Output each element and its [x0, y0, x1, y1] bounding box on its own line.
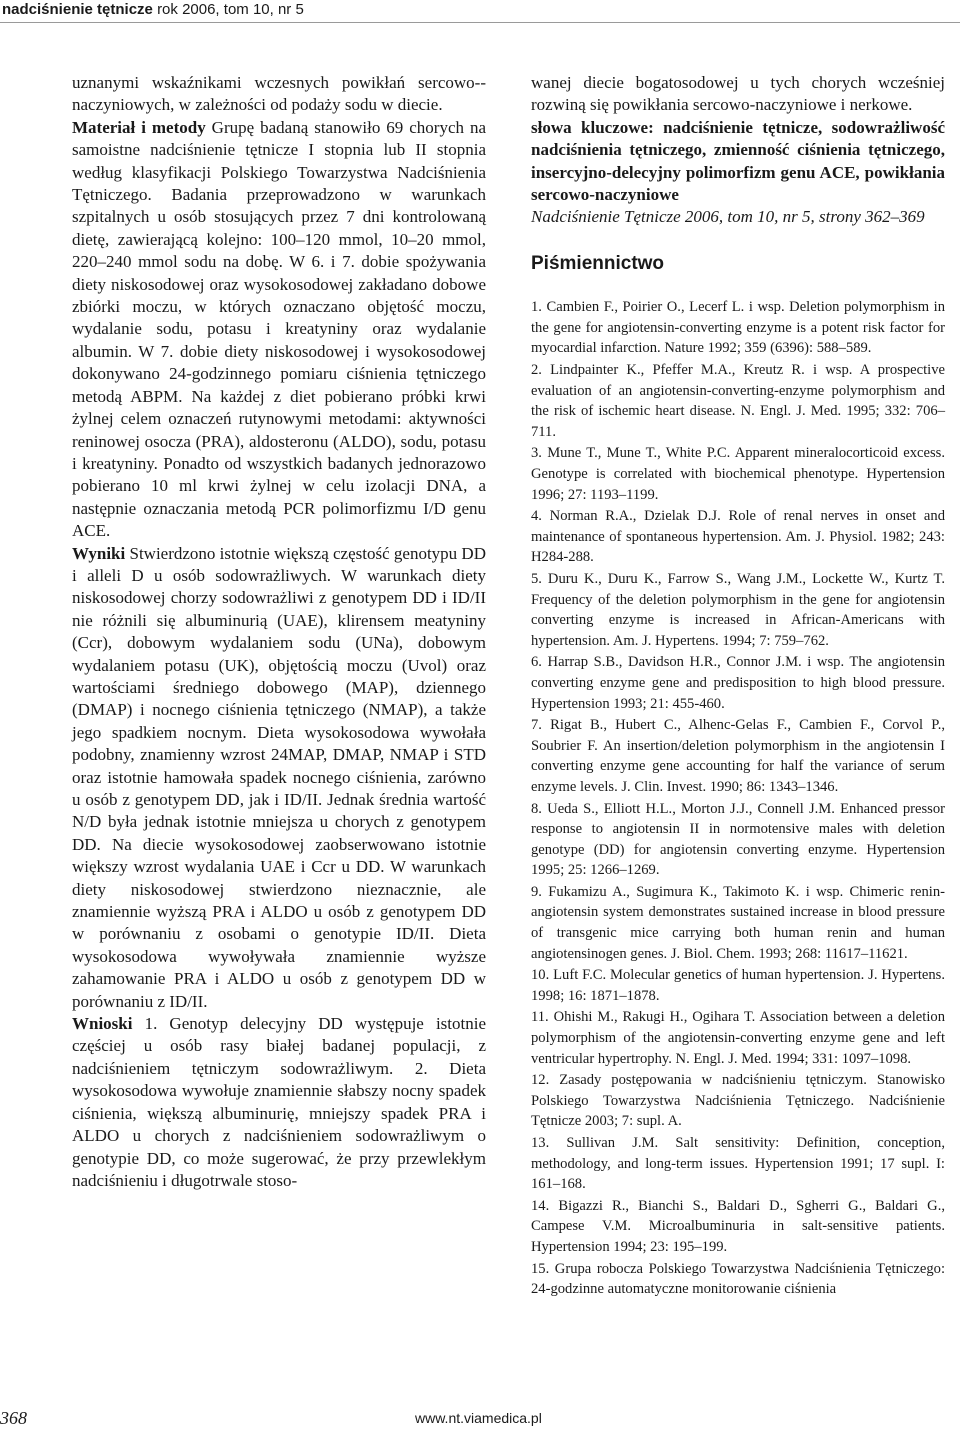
references-list: [531, 297, 945, 1300]
footer-url[interactable]: www.nt.viamedica.pl: [415, 1410, 542, 1426]
reference-item: 13. Sullivan J.M. Salt sensitivity: Definition, conception, methodology, and long-term issues. Hypertension 1991; 17 supl. I: 161–168.: [531, 1135, 945, 1193]
conclusions-paragraph: [72, 1013, 486, 1192]
results-paragraph: [72, 543, 486, 1014]
left-column: [72, 72, 486, 1192]
right-column: [531, 72, 945, 1301]
reference-item: 11. Ohishi M., Rakugi H., Ogihara T. Association between a deletion polymorphism of the angiotensin-converting enzyme gene and left ventricular hypertrophy. N. Engl. J. Med. 1994; 331: 1097–1098.: [531, 1009, 945, 1067]
reference-item: 5. Duru K., Duru K., Farrow S., Wang J.M., Lockette W., Kurtz T. Frequency of the deletion polymorphism in the gene for angiotensin converting enzyme is increased in African-Americans with hypertension. Am. J. Hypertens. 1994; 7: 759–762.: [531, 570, 945, 649]
keywords: słowa kluczowe: nadciśnienie tętnicze, sodowrażliwość nadciśnienia tętniczego, zmienność ciśnienia tętniczego, insercyjno-delecyjny polimorfizm genu ACE, powikłania sercowo-naczyniowe: [531, 117, 945, 205]
intro-paragraph: uznanymi wskaźnikami wczesnych powikłań sercowo--naczyniowych, w zależności od podaży sodu w diecie.: [72, 73, 486, 115]
page-number: 368: [0, 1408, 27, 1428]
methods-label: Materiał i metody: [72, 117, 206, 137]
running-header: [0, 0, 960, 23]
reference-item: 14. Bigazzi R., Bianchi S., Baldari D., Sgherri G., Baldari G., Campese V.M. Microalbuminuria in salt-sensitive patients. Hypertension 1994; 23: 195–199.: [531, 1197, 945, 1255]
reference-item: 4. Norman R.A., Dzielak D.J. Role of renal nerves in onset and maintenance of spontaneous hypertension. Am. J. Physiol. 1982; 243: H284-288.: [531, 508, 945, 566]
reference-item: 12. Zasady postępowania w nadciśnieniu tętniczym. Stanowisko Polskiego Towarzystwa Nadciśnienia Tętniczego. Nadciśnienie Tętnicze 2003; 7: supl. A.: [531, 1072, 945, 1130]
results-text: Stwierdzono istotnie większą częstość genotypu DD i alleli D u osób sodowrażliwych. W warunkach diety niskosodowej chorzy sodowrażliwi z genotypem DD i ID/II nie różnili się albuminurią (UAE), klirensem meatyniny (Ccr), dobowym wydalaniem sodu (UNa), dobowym wydalaniem potasu (UK), objętością moczu (Uvol) oraz wartościami średniego dobowego (MAP), dziennego (DMAP) i nocnego ciśnienia tętniczego (NMAP), a także jego spadkiem nocnym. Dieta wysokosodowa wywołała podobny, znamienny wzrost 24MAP, DMAP, NMAP i STD oraz istotnie hamowała spadek nocnego ciśnienia, zarówno u osób z genotypem DD, jak i ID/II. Jednak średnia wartość N/D była jednak istotnie mniejsza u chorych z genotypem DD. Na diecie wysokosodowej zaobserwowano istotnie większy wzrost wydalania UAE i Ccr u DD. W warunkach diety niskosodowej stwierdzono nieznacznie, ale znamiennie wyższą PRA i ALDO u osób z genotypem DD w porównaniu z osobami o genotypie ID/II. Dieta wysokosodowa wywoływała znamiennie wyższe zahamowanie PRA i ALDO u osób z genotypem DD w porównaniu z ID/II.: [72, 543, 486, 1011]
reference-item: 10. Luft F.C. Molecular genetics of human hypertension. J. Hypertens. 1998; 16: 1871–1878.: [531, 967, 945, 1004]
reference-item: 9. Fukamizu A., Sugimura K., Takimoto K. i wsp. Chimeric renin-angiotensin system demonstrates sustained increase in blood pressure of transgenic mice carrying both human renin and human angiotensinogen genes. J. Biol. Chem. 1993; 268: 11617–11621.: [531, 883, 945, 962]
conclusions-text: 1. Genotyp delecyjny DD występuje istotnie częściej u osób rasy białej badanej populacji, z nadciśnieniem tętniczym sodowrażliwym. 2. Dieta wysokosodowa wywołuje znamiennie słabszy nocny spadek ciśnienia, większą albuminurię, mniejszy spadek PRA i ALDO u chorych z nadciśnieniem sodowrażliwym o genotypie DD, co może sugerować, że przy przewlekłym nadciśnieniu i długotrwale stoso-: [72, 1014, 486, 1190]
results-label: Wyniki: [72, 543, 126, 563]
continuation-paragraph: wanej diecie bogatosodowej u tych chorych wcześniej rozwiną się powikłania sercowo-naczyniowe i nerkowe.: [531, 73, 945, 115]
reference-item: 2. Lindpainter K., Pfeffer M.A., Kreutz R. i wsp. A prospective evaluation of an angiotensin-converting-enzyme polymorphism and the risk of ischemic heart disease. N. Engl. J. Med. 1995; 332: 706–711.: [531, 362, 945, 440]
reference-item: 15. Grupa robocza Polskiego Towarzystwa Nadciśnienia Tętniczego: 24-godzinne automatyczne monitorowanie ciśnienia: [531, 1260, 945, 1298]
methods-paragraph: [72, 117, 486, 543]
methods-text: Grupę badaną stanowiło 69 chorych na samoistne nadciśnienie tętnicze I stopnia lub II stopnia według klasyfikacji Polskiego Towarzystwa Nadciśnienia Tętniczego. Badania przeprowadzono w warunkach szpitalnych u osób stosujących przez 7 dni kontrolowaną dietę, zawierającą kolejno: 100–120 mmol, 10–20 mmol, 220–240 mmol sodu na dobę. W 6. i 7. dobie spożywania diety niskosodowej oraz wysokosodowej zakładano dobowe zbiórki moczu, w których oznaczano objętość moczu, wydalanie sodu, potasu i kreatyniny oraz wydalanie albumin. W 7. dobie diety niskosodowej i wysokosodowej dokonywano 24-godzinnego pomiaru ciśnienia tętniczego metodą ABPM. Na każdej z diet pobierano próbki krwi żylnej celem oznaczeń rutynowymi metodami: aktywności reninowej osocza (PRA), aldosteronu (ALDO), sodu, potasu i kreatyniny. Ponadto od wszystkich badanych jednorazowo pobierano 10 ml krwi żylnej w celu izolacji DNA, a następnie oznaczania metodą PCR polimorfizmu I/D genu ACE.: [72, 117, 486, 541]
journal-name: nadciśnienie tętnicze: [2, 1, 153, 18]
reference-item: 1. Cambien F., Poirier O., Lecerf L. i wsp. Deletion polymorphism in the gene for angiotensin-converting enzyme is a potent risk factor for myocardial infarction. Nature 1992; 359 (6396): 588–589.: [531, 299, 945, 357]
conclusions-label: Wnioski: [72, 1014, 133, 1034]
citation: Nadciśnienie Tętnicze 2006, tom 10, nr 5, strony 362–369: [531, 207, 925, 227]
reference-item: 3. Mune T., Mune T., White P.C. Apparent mineralocorticoid excess. Genotype is correlated with biochemical phenotype. Hypertension 1996; 27: 1193–1199.: [531, 445, 945, 503]
reference-item: 7. Rigat B., Hubert C., Alhenc-Gelas F., Cambien F., Corvol P., Soubrier F. An insertion/deletion polymorphism in the angiotensin I converting enzyme gene accounting for half the variance of serum enzyme levels. J. Clin. Invest. 1990; 86: 1343–1346.: [531, 717, 945, 795]
references-heading: Piśmiennictwo: [531, 252, 665, 274]
issue-info: rok 2006, tom 10, nr 5: [157, 1, 304, 18]
reference-item: 6. Harrap S.B., Davidson H.R., Connor J.M. i wsp. The angiotensin converting enzyme gene and predisposition to high blood pressure. Hypertension 1993; 21: 455-460.: [531, 654, 945, 712]
reference-item: 8. Ueda S., Elliott H.L., Morton J.J., Connell J.M. Enhanced pressor response to angiotensin II in normotensive males with deletion genotype (DD) for angiotensin converting enzyme. Hypertension 1995; 25: 1266–1269.: [531, 800, 945, 879]
